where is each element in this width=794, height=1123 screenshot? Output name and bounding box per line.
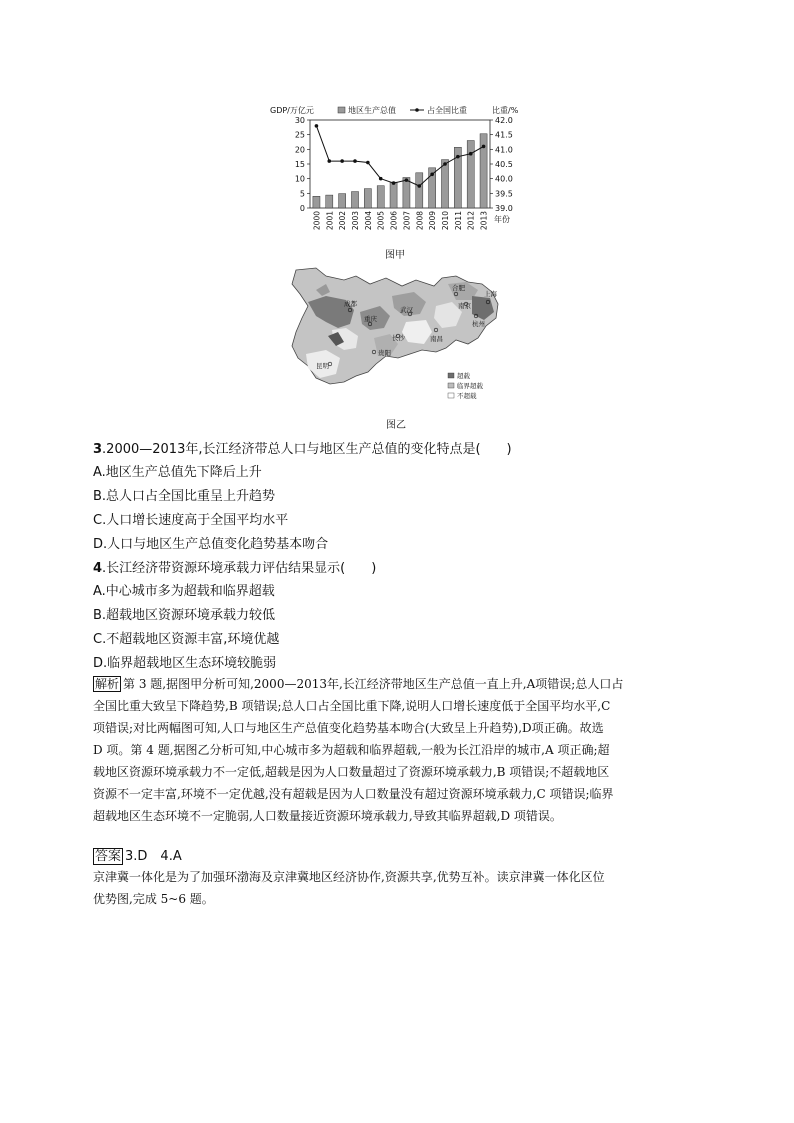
question-number: 4 (93, 561, 103, 576)
analysis-tag: 解析 (95, 677, 120, 691)
city-label: 贵阳 (378, 349, 391, 357)
bar (467, 141, 474, 208)
bar (351, 192, 358, 208)
y-right-tick-label: 41.0 (495, 145, 513, 155)
y-left-tick-label: 5 (299, 189, 305, 199)
question-text: .2000—2013年,长江经济带总人口与地区生产总值的变化特点是( ) (102, 442, 512, 457)
question-3-stem (93, 438, 512, 457)
y-left-axis-label: GDP/万亿元 (270, 106, 314, 115)
line-point (482, 145, 486, 149)
bar (339, 194, 346, 208)
intro-line: 优势图,完成 5~6 题。 (93, 892, 214, 906)
x-axis-label: 年份 (494, 215, 510, 224)
figure-b (286, 266, 516, 411)
question-number: 3 (93, 442, 103, 457)
bar (416, 173, 423, 208)
x-tick-label: 2011 (453, 211, 463, 231)
line-point (366, 161, 370, 165)
line-point (417, 184, 421, 188)
analysis-line: 资源不一定丰富,环境不一定优越,没有超载是因为人口数量没有超过资源环境承载力,C 项错误;临界 (93, 787, 614, 801)
line-point (315, 124, 319, 128)
intro-line: 京津冀一体化是为了加强环渤海及京津冀地区经济协作,资源共享,优势互补。读京津冀一体化区位 (93, 870, 605, 884)
bar (313, 196, 320, 208)
legend-bar-swatch (338, 107, 345, 113)
line-point (469, 152, 473, 156)
y-right-tick-label: 41.5 (495, 130, 513, 140)
legend-line-marker (415, 108, 419, 112)
yangtze-map (286, 266, 516, 411)
analysis-line: 解析 第 3 题,据图甲分析可知,2000—2013年,长江经济带地区生产总值一直上升,A项错误;总人口占 (95, 677, 624, 691)
legend-none: 不超载 (457, 392, 477, 400)
y-right-tick-label: 39.0 (495, 204, 513, 213)
y-left-tick-label: 20 (294, 145, 305, 155)
line-point (327, 159, 331, 163)
x-tick-label: 2009 (428, 211, 438, 231)
city-label: 长沙 (392, 334, 405, 342)
question-text: .长江经济带资源环境承载力评估结果显示( ) (102, 561, 377, 576)
city-label: 成都 (344, 300, 357, 308)
bar (441, 160, 448, 208)
legend-over: 超载 (457, 372, 470, 380)
question-4-stem (93, 557, 376, 576)
x-tick-label: 2006 (389, 211, 399, 231)
x-tick-label: 2002 (338, 211, 348, 231)
analysis-line: 载地区资源环境承载力不一定低,超载是因为人口数量超过了资源环境承载力,B 项错误;不超载地区 (93, 765, 610, 779)
line-point (456, 155, 460, 159)
line-point (443, 162, 447, 166)
analysis-block (93, 673, 703, 827)
gdp-chart (258, 98, 538, 238)
line-point (340, 159, 344, 163)
y-left-tick-label: 15 (294, 160, 305, 169)
x-tick-label: 2005 (376, 211, 386, 231)
y-right-tick-label: 39.5 (495, 189, 513, 199)
line-point (430, 172, 434, 176)
figure-a-caption: 图甲 (385, 250, 405, 261)
analysis-line: 全国比重大致呈下降趋势,B 项错误;总人口占全国比重下降,说明人口增长速度低于全国平均水平,C (93, 699, 611, 713)
figure-b-caption: 图乙 (386, 420, 406, 431)
map-legend (448, 371, 484, 400)
x-tick-label: 2012 (466, 211, 476, 231)
plot-frame (310, 120, 490, 208)
q3-option-c[interactable]: C.人口增长速度高于全国平均水平 (93, 513, 289, 528)
city-label: 武汉 (400, 306, 413, 314)
q3-option-d[interactable]: D.人口与地区生产总值变化趋势基本吻合 (93, 537, 329, 552)
x-tick-label: 2004 (363, 211, 373, 231)
legend-bar-label: 地区生产总值 (348, 106, 396, 115)
x-tick-label: 2003 (351, 211, 360, 231)
y-left-tick-label: 0 (299, 204, 305, 213)
y-left-tick-label: 25 (294, 130, 305, 140)
bar (326, 195, 333, 208)
answer-text: 3.D 4.A (125, 849, 182, 864)
intro-block (93, 866, 703, 910)
q4-option-c[interactable]: C.不超载地区资源丰富,环境优越 (93, 632, 280, 647)
line-point (353, 159, 357, 163)
city-label: 杭州 (472, 320, 485, 328)
y-left-tick-label: 30 (294, 116, 305, 125)
answer-line (93, 845, 182, 864)
analysis-line: 超载地区生态环境不一定脆弱,人口数量接近资源环境承载力,导致其临界超载,D 项错误。 (93, 809, 562, 823)
legend-line-label: 占全国比重 (427, 106, 467, 115)
x-tick-label: 2007 (402, 211, 412, 231)
analysis-line: 项错误;对比两幅图可知,人口与地区生产总值变化趋势基本吻合(大致呈上升趋势),D项正确。故选 (93, 721, 604, 735)
y-right-tick-label: 40.0 (495, 174, 513, 184)
x-tick-label: 2000 (312, 211, 322, 231)
x-tick-label: 2001 (325, 211, 335, 231)
analysis-line: D 项。第 4 题,据图乙分析可知,中心城市多为超载和临界超载,一般为长江沿岸的城市,A 项正确;超 (93, 743, 610, 757)
bar (377, 186, 384, 208)
y-right-tick-label: 42.0 (495, 116, 513, 125)
q4-option-d[interactable]: D.临界超载地区生态环境较脆弱 (93, 656, 277, 671)
city-label: 昆明 (316, 362, 329, 370)
line-point (405, 178, 409, 182)
x-tick-label: 2013 (479, 211, 489, 231)
line-point (392, 181, 396, 185)
line-point (379, 177, 383, 181)
city-label: 重庆 (364, 315, 377, 323)
y-right-axis-label: 比重/% (492, 106, 519, 115)
bar (390, 182, 397, 208)
bar (403, 177, 410, 208)
city-label: 南京 (458, 302, 471, 310)
x-tick-label: 2010 (441, 211, 450, 231)
q4-option-b[interactable]: B.超载地区资源环境承载力较低 (93, 608, 276, 623)
y-right-tick-label: 40.5 (495, 160, 513, 169)
q3-option-a[interactable]: A.地区生产总值先下降后上升 (93, 465, 262, 480)
legend-critical: 临界超载 (457, 382, 483, 390)
bar (364, 189, 371, 208)
figure-a (258, 98, 538, 238)
city-label: 上海 (484, 290, 497, 298)
x-tick-label: 2008 (415, 211, 425, 231)
y-left-tick-label: 10 (294, 174, 305, 184)
q4-option-a[interactable]: A.中心城市多为超载和临界超载 (93, 584, 275, 599)
q3-option-b[interactable]: B.总人口占全国比重呈上升趋势 (93, 489, 276, 504)
answer-tag: 答案 (95, 849, 122, 864)
city-label: 合肥 (452, 284, 465, 292)
city-label: 南昌 (430, 335, 443, 343)
